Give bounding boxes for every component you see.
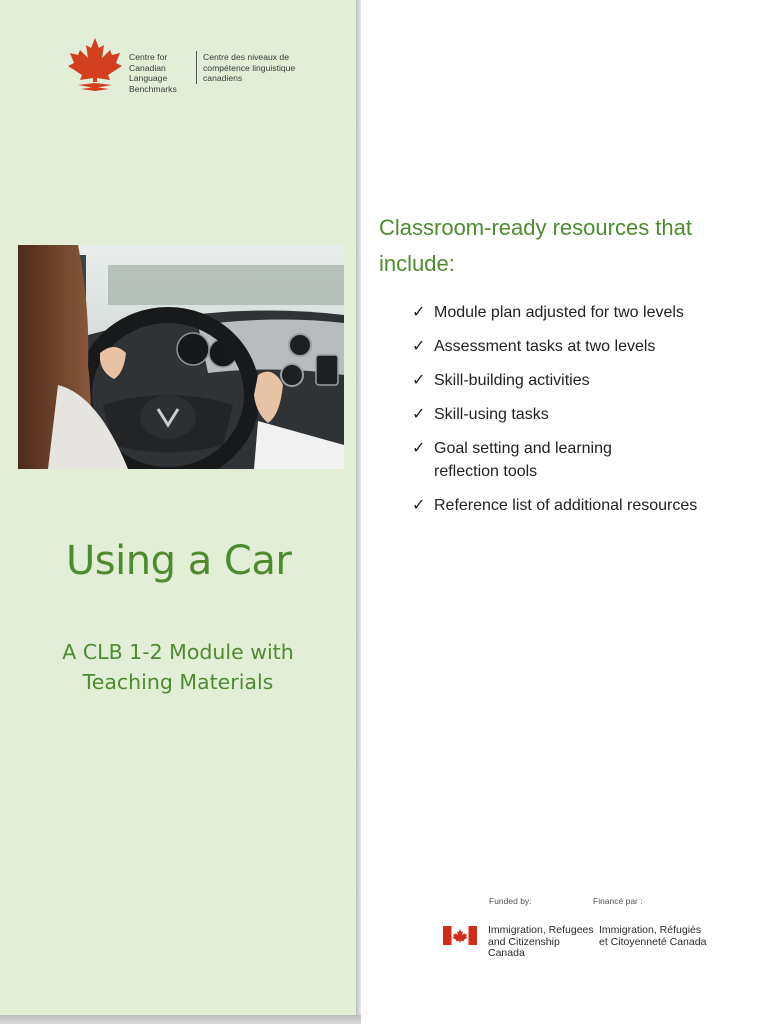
department-name-french: Immigration, Réfugiés et Citoyenneté Canada: [599, 924, 707, 948]
cover-photo: [18, 245, 344, 469]
canada-flag-icon: [443, 926, 477, 945]
resource-item: [412, 403, 742, 426]
resource-item: [412, 369, 742, 392]
resource-item: [412, 437, 742, 483]
logo-text-french: Centre des niveaux de compétence linguistique canadiens: [203, 52, 296, 84]
resource-item-label: Goal setting and learning reflection tools: [434, 440, 612, 480]
logo-divider: [196, 51, 197, 84]
person-driving-car-photo: [18, 245, 344, 469]
maple-leaf-icon: [66, 36, 124, 92]
cover-left-panel: [0, 0, 356, 1016]
checkmark-icon: ✓: [412, 440, 426, 457]
resource-item-label: Skill-building activities: [434, 372, 590, 389]
resource-item-label: Skill-using tasks: [434, 406, 549, 423]
resource-item-label: Reference list of additional resources: [434, 497, 698, 514]
checkmark-icon: ✓: [412, 304, 426, 321]
panel-shadow: [356, 0, 361, 1024]
cclb-logo: [66, 36, 306, 94]
finance-par-label: Financé par :: [593, 896, 643, 906]
resources-list: [412, 301, 742, 517]
resource-item-label: Assessment tasks at two levels: [434, 338, 656, 355]
checkmark-icon: ✓: [412, 406, 426, 423]
resource-item: [412, 301, 742, 324]
resource-item: [412, 494, 742, 517]
resource-item-label: Module plan adjusted for two levels: [434, 304, 684, 321]
resources-heading: Classroom-ready resources that include:: [379, 215, 693, 276]
checkmark-icon: ✓: [412, 338, 426, 355]
checkmark-icon: ✓: [412, 372, 426, 389]
department-name-english: Immigration, Refugees and Citizenship Canada: [488, 924, 594, 959]
checkmark-icon: ✓: [412, 497, 426, 514]
resource-item: [412, 335, 742, 358]
panel-shadow-bottom: [0, 1015, 361, 1024]
logo-text-english: Centre for Canadian Language Benchmarks: [129, 52, 177, 94]
module-subtitle: A CLB 1-2 Module with Teaching Materials: [62, 640, 294, 694]
funded-by-label: Funded by:: [489, 896, 532, 906]
module-title: Using a Car: [66, 538, 292, 584]
